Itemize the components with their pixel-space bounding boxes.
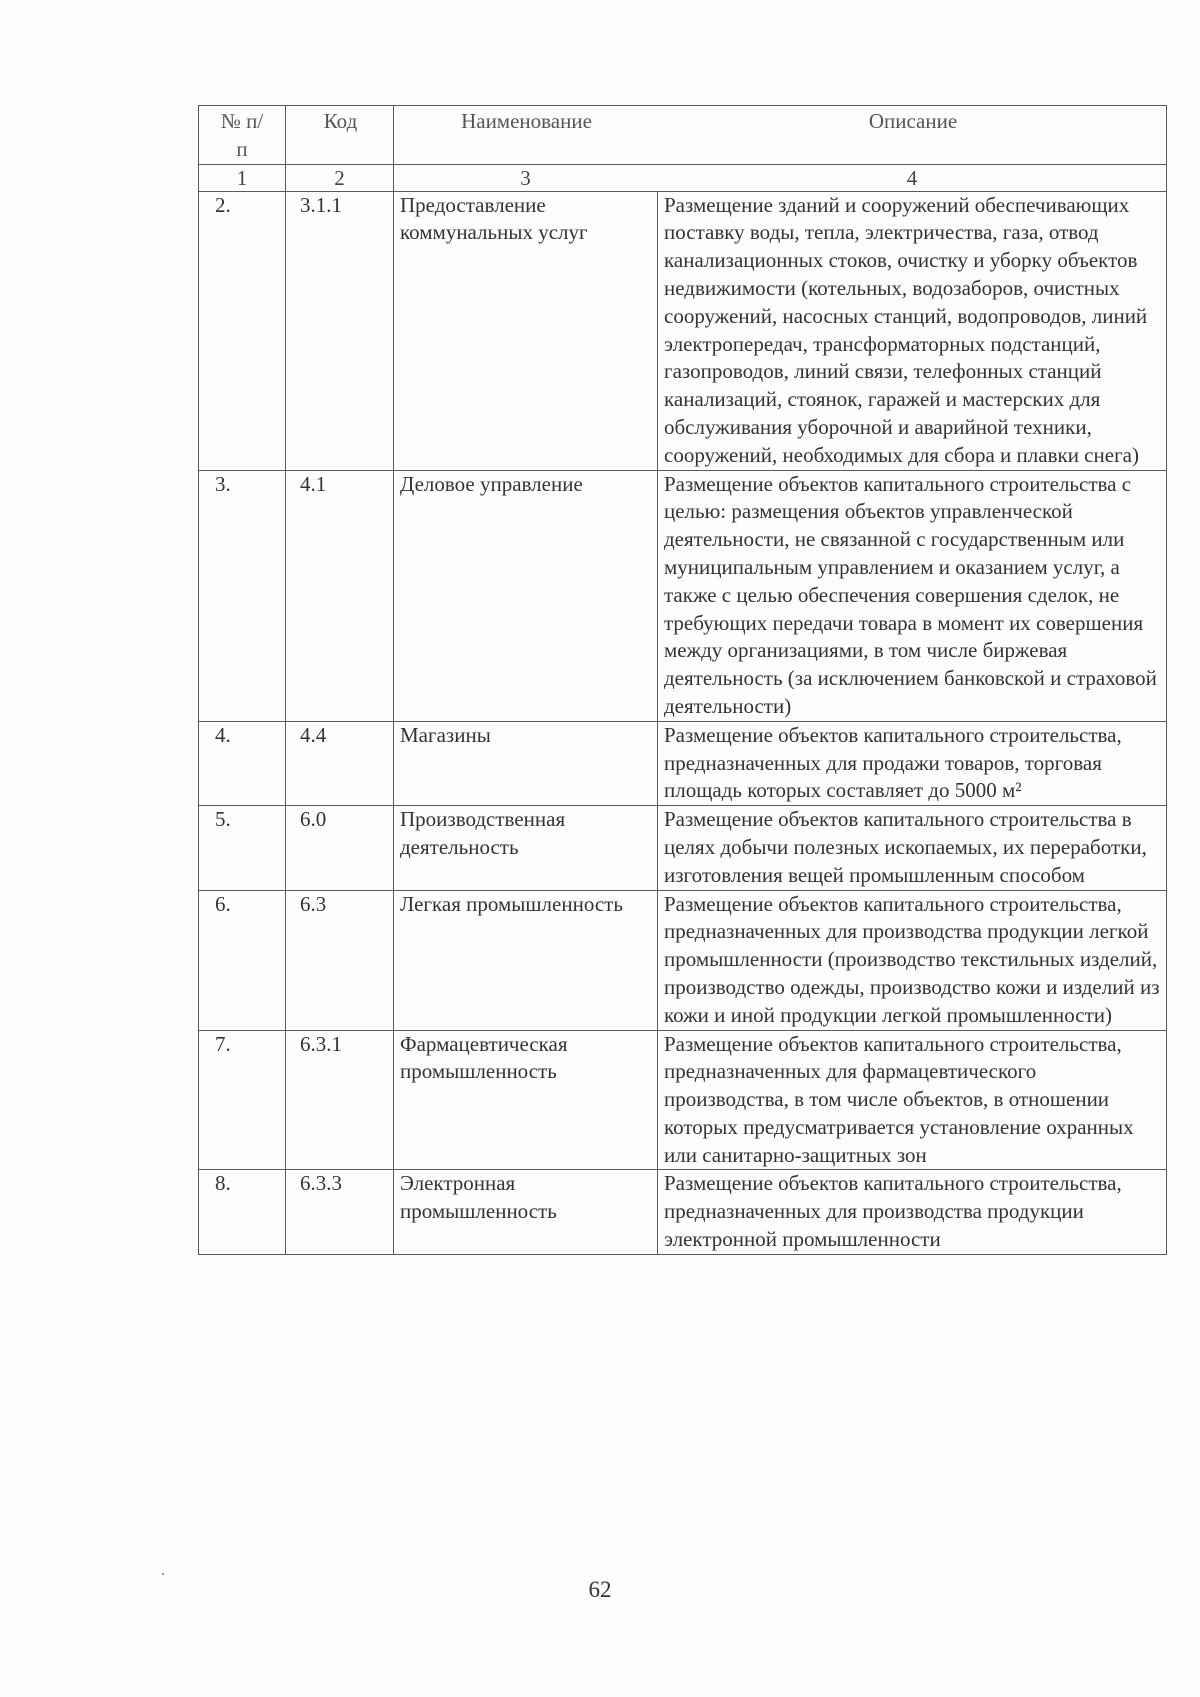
land-use-table (198, 105, 1167, 1255)
row-description: Размещение зданий и сооружений обеспечивающих поставку воды, тепла, электричества, газа, отвод канализационных стоков, очистку и уборку объектов недвижимости (котельных, водозаборов, очистных сооружений, насосных станций, водопроводов, линий электропередач, трансформаторных подстанций, газопроводов, линий связи, телефонных станций канализаций, стоянок, гаражей и мастерских для обслуживания уборочной и аварийной техники, сооружений, необходимых для сбора и плавки снега) (658, 191, 1167, 470)
column-number: 2 (286, 164, 394, 191)
header-num: № п/п (199, 106, 286, 165)
row-description: Размещение объектов капитального строительства, предназначенных для фармацевтического производства, в том числе объектов, в отношении которых предусматривается установление охранных или санитарно-защитных зон (658, 1030, 1167, 1170)
row-code: 6.3.1 (286, 1030, 394, 1170)
row-code: 6.3 (286, 890, 394, 1030)
row-name: Предоставление коммунальных услуг (394, 191, 658, 470)
row-description: Размещение объектов капитального строительства в целях добычи полезных ископаемых, их переработки, изготовления вещей промышленным способом (658, 806, 1167, 890)
column-number: 3 (394, 164, 658, 191)
column-number: 1 (199, 164, 286, 191)
column-number: 4 (658, 164, 1167, 191)
row-code: 6.0 (286, 806, 394, 890)
page-number: 62 (588, 1577, 612, 1602)
table-row (199, 806, 1167, 890)
row-code: 4.1 (286, 470, 394, 721)
row-description: Размещение объектов капитального строительства, предназначенных для производства продукции электронной промышленности (658, 1170, 1167, 1254)
scan-speck (162, 1573, 164, 1575)
table-row (199, 890, 1167, 1030)
header-code: Код (286, 106, 394, 165)
row-description: Размещение объектов капитального строительства, предназначенных для продажи товаров, торговая площадь которых составляет до 5000 м² (658, 721, 1167, 805)
row-num: 3. (199, 470, 286, 721)
row-name: Производственная деятельность (394, 806, 658, 890)
table-row (199, 1030, 1167, 1170)
row-num: 7. (199, 1030, 286, 1170)
row-code: 3.1.1 (286, 191, 394, 470)
row-num: 8. (199, 1170, 286, 1254)
table-header-row (199, 106, 1167, 165)
row-code: 4.4 (286, 721, 394, 805)
header-name: Наименование (394, 106, 658, 165)
row-description: Размещение объектов капитального строительства с целью: размещения объектов управленческой деятельности, не связанной с государственным или муниципальным управлением и оказанием услуг, а также с целью обеспечения совершения сделок, не требующих передачи товара в момент их совершения между организациями, в том числе биржевая деятельность (за исключением банковской и страховой деятельности) (658, 470, 1167, 721)
row-num: 6. (199, 890, 286, 1030)
row-name: Фармацевтическая промышленность (394, 1030, 658, 1170)
row-name: Электронная промышленность (394, 1170, 658, 1254)
row-name: Легкая промышленность (394, 890, 658, 1030)
table-row (199, 470, 1167, 721)
row-num: 4. (199, 721, 286, 805)
row-num: 2. (199, 191, 286, 470)
row-code: 6.3.3 (286, 1170, 394, 1254)
header-description: Описание (658, 106, 1167, 165)
table-row (199, 1170, 1167, 1254)
row-name: Деловое управление (394, 470, 658, 721)
row-description: Размещение объектов капитального строительства, предназначенных для производства продукции легкой промышленности (производство текстильных изделий, производство одежды, производство кожи и изделий из кожи и иной продукции легкой промышленности) (658, 890, 1167, 1030)
row-name: Магазины (394, 721, 658, 805)
column-number-row (199, 164, 1167, 191)
row-num: 5. (199, 806, 286, 890)
table-row (199, 191, 1167, 470)
table-row (199, 721, 1167, 805)
